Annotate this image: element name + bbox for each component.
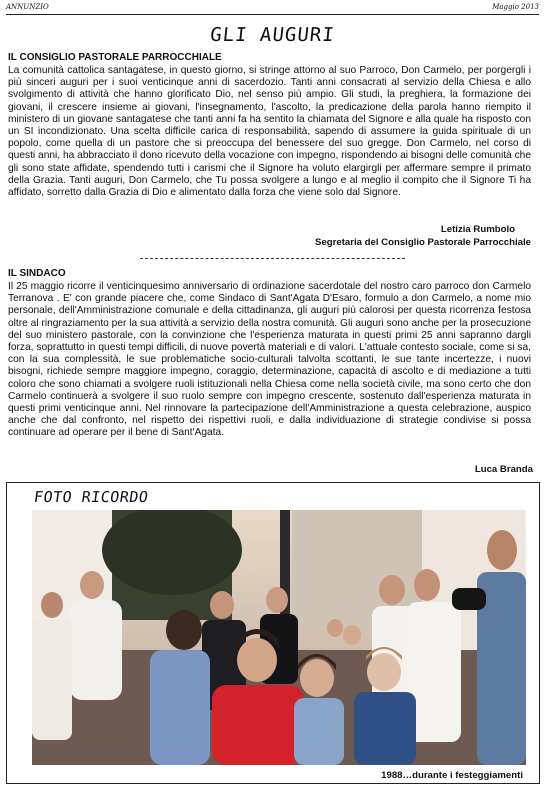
sindaco-heading: IL SINDACO (8, 268, 66, 279)
page-header (6, 2, 539, 15)
celebration-photo-drawing (32, 510, 526, 765)
consiglio-heading: IL CONSIGLIO PASTORALE PARROCCHIALE (8, 52, 222, 63)
page-title: GLI AUGURI (209, 24, 336, 46)
sindaco-body: Il 25 maggio ricorre il venticinquesimo anniversario di ordinazione sacerdotale del nostro caro parroco don Carmelo Terranova . E' con grande piacere che, come Sindaco di Sant'Agata D'Esaro, formulo a don Carmelo, a nome mio personale, dell'Amministrazione comunale e della cittadinanza, gli auguri più calorosi per questa ricorrenza festosa oltre al ringraziamento per la sua attività a servizio della nostra comunità. Gli auguri sono anche per la prosecuzione del suo ministero pastorale, con la convinzione che l'esperienza maturata in questi primi 25 anni sapranno dargli forza, soprattutto in questi tempi difficili, di nuove povertà materiali e di valori. L'attuale contesto sociale, come si sa, con la sua complessità, le sue problematiche socio-culturali talvolta scottanti, le sue tante incertezze, i nuovi bisogni, richiede sempre maggiore impegno, coraggio, determinazione, capacità di ascolto e di mediazione a tutti coloro che sono chiamati a svolgere ruoli istituzionali nella Chiesa come nella società civile, ma sono certo che don Carmelo continuerà a svolgere il suo ruolo sempre con impegno crescente, sostenuto dall'esperienza maturata in questi primi venticinque anni. Nel rinnovare la partecipazione dell'Amministrazione a questa celebrazione, auspico anche che dal confronto, nel rispetto dei rispettivi ruoli, e dalla individuazione di strategie condivise si possa continuare ad operare per il bene di Sant'Agata. (8, 281, 531, 439)
photo-caption: 1988…durante i festeggiamenti (381, 770, 523, 781)
consiglio-body: La comunità cattolica santagatese, in questo giorno, si stringe attorno al suo Parroco, Don Carmelo, per porgergli i più sinceri auguri per i suoi venticinque anni di sacerdozio. Tanti anni consacrati al servizio della Chiesa e allo svolgimento di attività che hanno glorificato Dio, nel senso più ampio. Gli studi, la preghiera, la formazione dei giovani, il crescere insieme ai giovani, l'insegnamento, l'ascolto, la predicazione della parola hanno riempito il ministero di un giovane santagatese che tanti anni fa ha sentito la chiamata del Signore e alla quale ha risposto con un SI incondizionato. Una scelta difficile carica di responsabilità, sapendo di assumere la guida spirituale di un popolo, come quella di un pastore che si preoccupa del benessere del suo gregge. Don Carmelo, nel corso di questi anni, ha abbracciato il dono ricevuto della vocazione con impegno, rispondendo ai bisogni delle comunità che gli sono state affidate, spendendo tutti i carismi che il Signore ha voluto elargirgli per affermare sempre il primato della Grazia. Tanti auguri, Don Carmelo, che Tu possa svolgere a lungo e al meglio il compito che il Signore Ti ha affidato, sorretto dalla Grazia di Dio e alimentato dalla forza che viene solo dal Signore. (8, 65, 531, 199)
photo-section-title: FOTO RICORDO (32, 488, 150, 506)
section-divider (140, 258, 405, 259)
celebration-photo (32, 510, 526, 765)
consiglio-signature-name: Letizia Rumbolo (440, 224, 515, 235)
consiglio-signature-role: Segretaria del Consiglio Pastorale Parrocchiale (315, 237, 531, 248)
sindaco-signature-name: Luca Branda (474, 464, 533, 475)
header-publication-name: ANNUNZIO (6, 3, 49, 11)
header-issue-date: Maggio 2013 (492, 3, 539, 11)
